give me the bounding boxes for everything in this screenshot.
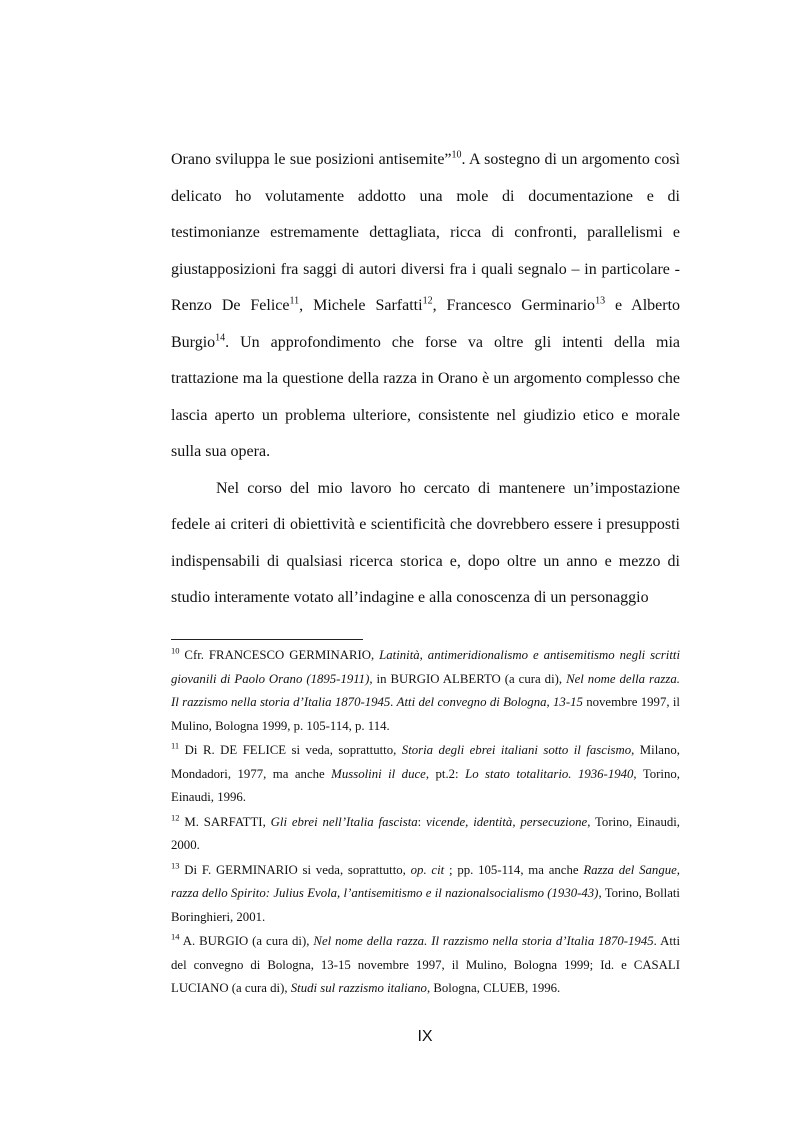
text-span: : (417, 814, 427, 829)
footnote-number: 10 (171, 645, 180, 656)
footnote-number: 14 (171, 931, 180, 942)
footnote-10 (171, 644, 680, 738)
title-italic: Latinità, antimeridionalismo e antisemitismo negli scritti giovanili di Paolo Orano (1895-1911) (171, 648, 680, 686)
title-italic: vicende, identità, persecuzione (426, 814, 588, 829)
text-span: Di R. DE FELICE si veda, soprattutto, (179, 743, 402, 757)
footnote-number: 11 (171, 740, 180, 751)
text-span: Di F. GERMINARIO si veda, soprattutto, (179, 862, 411, 877)
text-span: novembre 1997, il Mulino, Bologna 1999, p. 105-114, p. 114. (171, 695, 680, 733)
title-italic: Razza del Sangue, razza dello Spirito: Julius Evola, l’antisemitismo e il nazionalsocialismo (1930-43) (171, 862, 680, 900)
text-span: , pt.2: (425, 766, 466, 781)
paragraph-2: Nel corso del mio lavoro ho cercato di mantenere un’impostazione fedele ai criteri di obiettività e scientificità che dovrebbero essere i presupposti indispensabili di qualsiasi ricerca storica e, dopo oltre un anno e mezzo di studio interamente votato all’indagine e alla conoscenza di un personaggio (171, 479, 680, 606)
text-span: , Bologna, CLUEB, 1996. (426, 981, 561, 995)
title-italic: Nel nome della razza. Il razzismo nella storia d’Italia 1870-1945. Atti del convegno di Bologna, 13-15 (171, 671, 680, 709)
text-span: ; pp. 105-114, ma anche (444, 862, 584, 877)
text-span: Cfr. FRANCESCO GERMINARIO, (179, 648, 380, 662)
footnote-number: 12 (171, 812, 180, 823)
text-span: , Torino, Einaudi, 2000. (171, 814, 681, 852)
footnote-12 (171, 811, 680, 858)
text-span: . Atti del convegno di Bologna, 13-15 novembre 1997, il Mulino, Bologna 1999; Id. e CASALI LUCIANO (a cura di), (171, 934, 680, 995)
text-span: M. SARFATTI, (179, 814, 271, 829)
text-span: , in BURGIO ALBERTO (a cura di), (369, 671, 567, 686)
footnote-14 (171, 930, 680, 1001)
footnote-11 (171, 739, 680, 810)
title-italic: Gli ebrei nell’Italia fascista (270, 814, 418, 829)
title-italic: Nel nome della razza. Il razzismo nella storia d’Italia 1870-1945 (313, 934, 654, 948)
paragraph-1 (171, 142, 680, 471)
text-span: e Alberto Burgio (171, 297, 681, 351)
text-span: Orano sviluppa le sue posizioni antisemite” (171, 151, 452, 168)
footnote-ref-10[interactable]: 10 (451, 149, 462, 161)
footnotes (171, 644, 680, 1002)
text-span: , Milano, Mondadori, 1977, ma anche (171, 743, 680, 781)
footnote-13 (171, 859, 680, 930)
text-span: , Torino, Bollati Boringhieri, 2001. (171, 886, 680, 924)
page-number: IX (417, 1028, 433, 1045)
footnote-ref-13[interactable]: 13 (595, 295, 606, 307)
footnote-separator (171, 639, 363, 640)
text-span: , Michele Sarfatti (299, 297, 423, 314)
text-span: A. BURGIO (a cura di), (179, 934, 314, 948)
text-span: , Francesco Germinario (432, 297, 596, 314)
footnote-ref-14[interactable]: 14 (215, 332, 226, 344)
body-text (171, 142, 680, 617)
footnote-ref-12[interactable]: 12 (422, 295, 433, 307)
title-italic: Studi sul razzismo italiano (290, 981, 427, 995)
title-italic: Mussolini il duce (331, 766, 426, 781)
title-italic: Lo stato totalitario. 1936-1940 (465, 766, 634, 781)
text-span: . A sostegno di un argomento così delicato ho volutamente addotto una mole di documentazione e di testimonianze estremamente dettagliata, ricca di confronti, parallelismi e giustapposizioni fra saggi di autori diversi fra i quali segnalo – in particolare - Renzo De Felice (171, 151, 681, 314)
title-italic: op. cit (410, 862, 445, 877)
footnote-ref-11[interactable]: 11 (289, 295, 300, 307)
footnote-number: 13 (171, 860, 180, 871)
text-span: , Torino, Einaudi, 1996. (171, 766, 680, 804)
title-italic: Storia degli ebrei italiani sotto il fascismo (401, 743, 632, 757)
text-span: . Un approfondimento che forse va oltre gli intenti della mia trattazione ma la questione della razza in Orano è un argomento complesso che lascia aperto un problema ulteriore, consistente nel giudizio etico e morale sulla sua opera. (171, 333, 680, 460)
